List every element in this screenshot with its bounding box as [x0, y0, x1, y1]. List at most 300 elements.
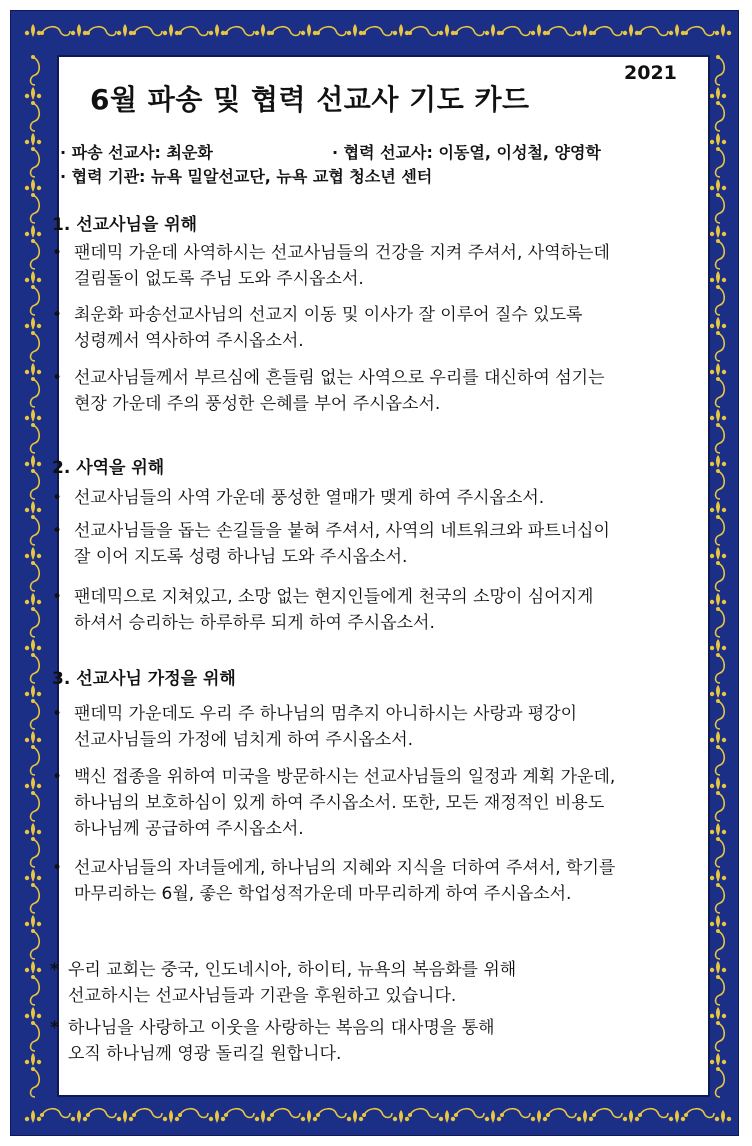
fleur-icon [31, 1110, 35, 1123]
scroll-ornament [716, 423, 720, 427]
fleur-icon [722, 140, 726, 144]
fleur-icon [31, 455, 35, 468]
fleur-icon [722, 1014, 726, 1018]
fleur-icon [25, 1060, 29, 1064]
fleur-icon [25, 508, 29, 512]
scroll-ornament [31, 1023, 40, 1051]
fleur-icon [25, 830, 29, 834]
fleur-icon [31, 685, 35, 698]
bullet-icon: • [52, 368, 63, 388]
fleur-icon [721, 24, 725, 37]
scroll-ornament [716, 239, 720, 243]
fleur-icon [37, 738, 41, 742]
scroll-ornament [31, 517, 40, 545]
scroll-ornament [31, 655, 40, 683]
scroll-ornament [502, 1109, 530, 1118]
scroll-ornament [716, 745, 720, 749]
scroll-ornament [226, 1109, 254, 1118]
fleur-icon [123, 24, 127, 37]
fleur-icon [669, 1117, 673, 1121]
scroll-ornament [454, 31, 458, 35]
bullet-icon: • [52, 767, 63, 787]
scroll-ornament [316, 1113, 320, 1117]
partner-missionary-info: · 협력 선교사: 이동열, 이성철, 양영학 [332, 143, 601, 162]
fleur-icon [722, 1060, 726, 1064]
scroll-ornament [716, 1069, 725, 1097]
scroll-ornament [31, 607, 35, 611]
fleur-icon [399, 24, 403, 37]
section-heading: 1. 선교사님을 위해 [52, 215, 198, 235]
scroll-ornament [716, 701, 725, 729]
fleur-icon [25, 462, 29, 466]
scroll-ornament [31, 563, 40, 591]
fleur-icon [25, 140, 29, 144]
scroll-ornament [31, 239, 35, 243]
fleur-icon [359, 1117, 363, 1121]
fleur-icon [722, 94, 726, 98]
fleur-icon [710, 738, 714, 742]
fleur-icon [716, 133, 720, 146]
fleur-icon [716, 225, 720, 238]
fleur-icon [722, 324, 726, 328]
fleur-icon [716, 547, 720, 560]
scroll-ornament [86, 1113, 90, 1117]
scroll-ornament [716, 515, 720, 519]
fleur-icon [722, 738, 726, 742]
fleur-icon [25, 922, 29, 926]
scroll-ornament [716, 885, 725, 913]
scroll-ornament [31, 101, 35, 105]
scroll-ornament [454, 1113, 458, 1117]
scroll-ornament [716, 333, 725, 361]
scroll-ornament [224, 31, 228, 35]
scroll-ornament [364, 27, 392, 36]
fleur-icon [169, 1110, 173, 1123]
fleur-icon [25, 600, 29, 604]
fleur-icon [25, 324, 29, 328]
scroll-ornament [592, 31, 596, 35]
scroll-ornament [272, 1109, 300, 1118]
fleur-icon [722, 922, 726, 926]
section-heading: 3. 선교사님 가정을 위해 [52, 669, 236, 689]
scroll-ornament [716, 149, 725, 177]
fleur-icon [37, 1060, 41, 1064]
scroll-ornament [716, 285, 720, 289]
fleur-icon [25, 1014, 29, 1018]
scroll-ornament [31, 331, 35, 335]
fleur-icon [681, 1117, 685, 1121]
fleur-icon [209, 31, 213, 35]
scroll-ornament [178, 1113, 182, 1117]
fleur-icon [439, 31, 443, 35]
scroll-ornament [31, 747, 40, 775]
fleur-icon [710, 1014, 714, 1018]
scroll-ornament [716, 287, 725, 315]
scroll-ornament [456, 27, 484, 36]
fleur-icon [722, 968, 726, 972]
fleur-icon [37, 370, 41, 374]
fleur-icon [710, 416, 714, 420]
scroll-ornament [132, 1113, 136, 1117]
fleur-icon [445, 1110, 449, 1123]
bullet-icon: • [52, 305, 63, 325]
scroll-ornament [31, 839, 40, 867]
fleur-icon [710, 876, 714, 880]
fleur-icon [267, 1117, 271, 1121]
scroll-ornament [31, 287, 40, 315]
prayer-item-text: 팬데믹 가운데도 우리 주 하나님의 멈추지 아니하시는 사랑과 평강이 선교사님들의 가정에 넘치게 하여 주시옵소서. [74, 704, 578, 750]
fleur-icon [37, 1014, 41, 1018]
scroll-ornament [42, 27, 70, 36]
fleur-icon [722, 186, 726, 190]
scroll-ornament [362, 31, 366, 35]
fleur-icon [716, 455, 720, 468]
scroll-ornament [716, 193, 720, 197]
scroll-ornament [716, 655, 725, 683]
fleur-icon [485, 31, 489, 35]
fleur-icon [163, 31, 167, 35]
fleur-icon [31, 501, 35, 514]
scroll-ornament [594, 1109, 622, 1118]
scroll-ornament [31, 379, 40, 407]
fleur-icon [37, 94, 41, 98]
fleur-icon [221, 1117, 225, 1121]
fleur-icon [583, 24, 587, 37]
fleur-icon [710, 922, 714, 926]
scroll-ornament [716, 1023, 725, 1051]
scroll-ornament [548, 27, 576, 36]
scroll-ornament [638, 31, 642, 35]
fleur-icon [710, 94, 714, 98]
partner-organization-info: · 협력 기관: 뉴욕 밀알선교단, 뉴욕 교협 청소년 센터 [60, 167, 433, 186]
scroll-ornament [716, 425, 725, 453]
scroll-ornament [31, 55, 35, 59]
fleur-icon [710, 554, 714, 558]
fleur-icon [716, 363, 720, 376]
fleur-icon [25, 416, 29, 420]
scroll-ornament [31, 609, 40, 637]
fleur-icon [405, 1117, 409, 1121]
scroll-ornament [31, 469, 35, 473]
fleur-icon [31, 179, 35, 192]
scroll-ornament [31, 653, 35, 657]
fleur-icon [77, 1110, 81, 1123]
fleur-icon [722, 784, 726, 788]
prayer-item-text: 팬데믹 가운데 사역하시는 선교사님들의 건강을 지켜 주셔서, 사역하는데 걸림돌이 없도록 주님 도와 주시옵소서. [74, 243, 610, 289]
fleur-icon [25, 278, 29, 282]
fleur-icon [25, 31, 29, 35]
fleur-icon [25, 646, 29, 650]
bullet-icon: • [52, 704, 63, 724]
scroll-ornament [716, 609, 725, 637]
fleur-icon [31, 363, 35, 376]
fleur-icon [175, 1117, 179, 1121]
fleur-icon [710, 462, 714, 466]
fleur-icon [716, 639, 720, 652]
fleur-icon [439, 1117, 443, 1121]
fleur-icon [716, 823, 720, 836]
fleur-icon [716, 869, 720, 882]
fleur-icon [543, 1117, 547, 1121]
fleur-icon [255, 1117, 259, 1121]
fleur-icon [25, 738, 29, 742]
fleur-icon [485, 1117, 489, 1121]
scroll-ornament [500, 31, 504, 35]
fleur-icon [31, 1007, 35, 1020]
scroll-ornament [716, 563, 725, 591]
prayer-item [52, 365, 692, 417]
fleur-icon [623, 31, 627, 35]
fleur-icon [347, 31, 351, 35]
scroll-ornament [31, 561, 35, 565]
fleur-icon [497, 1117, 501, 1121]
scroll-ornament [31, 515, 35, 519]
scroll-ornament [640, 27, 668, 36]
fleur-icon [722, 416, 726, 420]
fleur-icon [722, 830, 726, 834]
fleur-icon [710, 324, 714, 328]
scroll-ornament [31, 883, 35, 887]
scroll-ornament [716, 241, 725, 269]
scroll-ornament [31, 929, 35, 933]
fleur-icon [31, 1053, 35, 1066]
fleur-icon [83, 1117, 87, 1121]
fleur-icon [25, 1117, 29, 1121]
fleur-icon [710, 646, 714, 650]
scroll-ornament [180, 27, 208, 36]
fleur-icon [31, 271, 35, 284]
prayer-item-text: 최운화 파송선교사님의 선교지 이동 및 이사가 잘 이루어 질수 있도록 성령께서 역사하여 주시옵소서. [74, 305, 583, 351]
fleur-icon [25, 692, 29, 696]
prayer-item [52, 485, 692, 511]
scroll-ornament [31, 1067, 35, 1071]
fleur-icon [37, 922, 41, 926]
closing-note-text: 하나님을 사랑하고 이웃을 사랑하는 복음의 대사명을 통해 오직 하나님께 영광 돌리길 원합니다. [68, 1018, 495, 1064]
scroll-ornament [40, 1113, 44, 1117]
scroll-ornament [132, 31, 136, 35]
fleur-icon [629, 24, 633, 37]
fleur-icon [491, 24, 495, 37]
scroll-ornament [31, 149, 40, 177]
fleur-icon [491, 1110, 495, 1123]
fleur-icon [393, 31, 397, 35]
scroll-ornament [716, 747, 725, 775]
fleur-icon [313, 1117, 317, 1121]
scroll-ornament [716, 469, 720, 473]
fleur-icon [716, 179, 720, 192]
scroll-ornament [362, 1113, 366, 1117]
fleur-icon [123, 1110, 127, 1123]
fleur-icon [710, 692, 714, 696]
fleur-icon [451, 1117, 455, 1121]
fleur-icon [307, 24, 311, 37]
closing-note [50, 957, 690, 1009]
fleur-icon [31, 777, 35, 790]
scroll-ornament [31, 791, 35, 795]
prayer-item [52, 518, 692, 570]
bullet-icon: • [52, 243, 63, 263]
fleur-icon [37, 1117, 41, 1121]
scroll-ornament [594, 27, 622, 36]
scroll-ornament [316, 31, 320, 35]
fleur-icon [301, 31, 305, 35]
fleur-icon [31, 87, 35, 100]
fleur-icon [710, 968, 714, 972]
fleur-icon [716, 961, 720, 974]
scroll-ornament [500, 1113, 504, 1117]
fleur-icon [37, 646, 41, 650]
closing-note-text: 우리 교회는 중국, 인도네시아, 하이티, 뉴욕의 복음화를 위해 선교하시는 선교사님들과 기관을 후원하고 있습니다. [68, 960, 517, 1006]
fleur-icon [37, 554, 41, 558]
fleur-icon [37, 278, 41, 282]
fleur-icon [37, 186, 41, 190]
fleur-icon [209, 1117, 213, 1121]
fleur-icon [722, 232, 726, 236]
prayer-item-text: 선교사님들께서 부르심에 흔들림 없는 사역으로 우리를 대신하여 섬기는 현장 가운데 주의 풍성한 은혜를 부어 주시옵소서. [74, 368, 605, 414]
fleur-icon [37, 324, 41, 328]
fleur-icon [31, 961, 35, 974]
scroll-ornament [592, 1113, 596, 1117]
fleur-icon [31, 823, 35, 836]
fleur-icon [716, 317, 720, 330]
fleur-icon [531, 1117, 535, 1121]
fleur-icon [716, 501, 720, 514]
fleur-icon [37, 784, 41, 788]
scroll-ornament [716, 103, 725, 131]
fleur-icon [537, 1110, 541, 1123]
fleur-icon [31, 225, 35, 238]
bullet-icon: • [52, 587, 63, 607]
scroll-ornament [31, 57, 40, 85]
scroll-ornament [224, 1113, 228, 1117]
scroll-ornament [180, 1109, 208, 1118]
scroll-ornament [716, 55, 720, 59]
fleur-icon [169, 24, 173, 37]
bullet-icon: • [52, 488, 63, 508]
fleur-icon [25, 186, 29, 190]
year-label: 2021 [624, 62, 677, 84]
fleur-icon [307, 1110, 311, 1123]
fleur-icon [301, 1117, 305, 1121]
scroll-ornament [31, 885, 40, 913]
fleur-icon [71, 1117, 75, 1121]
prayer-item-text: 선교사님들을 돕는 손길들을 붙혀 주셔서, 사역의 네트워크와 파트너십이 잘 이어 지도록 성령 하나님 도와 주시옵소서. [74, 521, 610, 567]
prayer-item [52, 302, 692, 354]
scroll-ornament [684, 1113, 688, 1117]
scroll-ornament [716, 931, 725, 959]
fleur-icon [31, 915, 35, 928]
scroll-ornament [716, 793, 725, 821]
fleur-icon [215, 1110, 219, 1123]
scroll-ornament [31, 1021, 35, 1025]
fleur-icon [37, 968, 41, 972]
scroll-ornament [410, 1109, 438, 1118]
fleur-icon [675, 1110, 679, 1123]
bullet-icon: • [52, 521, 63, 541]
fleur-icon [37, 600, 41, 604]
scroll-ornament [408, 31, 412, 35]
fleur-icon [445, 24, 449, 37]
fleur-icon [629, 1110, 633, 1123]
scroll-ornament [716, 929, 720, 933]
scroll-ornament [318, 1109, 346, 1118]
scroll-ornament [40, 31, 44, 35]
fleur-icon [37, 140, 41, 144]
scroll-ornament [546, 1113, 550, 1117]
fleur-icon [722, 646, 726, 650]
fleur-icon [71, 31, 75, 35]
fleur-icon [722, 554, 726, 558]
fleur-icon [25, 94, 29, 98]
page-title: 6월 파송 및 협력 선교사 기도 카드 [90, 83, 530, 116]
scroll-ornament [684, 31, 688, 35]
fleur-icon [37, 508, 41, 512]
fleur-icon [399, 1110, 403, 1123]
scroll-ornament [31, 285, 35, 289]
fleur-icon [577, 31, 581, 35]
section-heading: 2. 사역을 위해 [52, 458, 165, 478]
fleur-icon [117, 1117, 121, 1121]
fleur-icon [25, 876, 29, 880]
scroll-ornament [716, 101, 720, 105]
fleur-icon [623, 1117, 627, 1121]
fleur-icon [353, 1110, 357, 1123]
fleur-icon [716, 777, 720, 790]
scroll-ornament [31, 793, 40, 821]
scroll-ornament [31, 147, 35, 151]
fleur-icon [722, 370, 726, 374]
scroll-ornament [31, 195, 40, 223]
prayer-item [52, 855, 692, 907]
fleur-icon [710, 370, 714, 374]
scroll-ornament [178, 31, 182, 35]
scroll-ornament [408, 1113, 412, 1117]
scroll-ornament [716, 653, 720, 657]
fleur-icon [37, 462, 41, 466]
prayer-item-text: 선교사님들의 사역 가운데 풍성한 열매가 맺게 하여 주시옵소서. [74, 488, 545, 508]
fleur-icon [716, 593, 720, 606]
scroll-ornament [716, 883, 720, 887]
asterisk-icon: * [50, 960, 59, 980]
scroll-ornament [134, 27, 162, 36]
scroll-ornament [686, 27, 714, 36]
scroll-ornament [88, 27, 116, 36]
scroll-ornament [31, 333, 40, 361]
fleur-icon [722, 278, 726, 282]
fleur-icon [25, 554, 29, 558]
scroll-ornament [716, 977, 725, 1005]
scroll-ornament [716, 377, 720, 381]
scroll-ornament [31, 699, 35, 703]
prayer-item-text: 백신 접종을 위하여 미국을 방문하시는 선교사님들의 일정과 계획 가운데, 하나님의 보호하심이 있게 하여 주시옵소서. 또한, 모든 재정적인 비용도 하나님께 공급하여 주시옵소서. [74, 767, 616, 839]
scroll-ornament [716, 471, 725, 499]
sent-missionary-info: · 파송 선교사: 최운화 [60, 143, 213, 162]
fleur-icon [710, 600, 714, 604]
fleur-icon [583, 1110, 587, 1123]
scroll-ornament [272, 27, 300, 36]
fleur-icon [261, 24, 265, 37]
fleur-icon [715, 1117, 719, 1121]
fleur-icon [721, 1110, 725, 1123]
scroll-ornament [716, 147, 720, 151]
fleur-icon [215, 24, 219, 37]
scroll-ornament [31, 193, 35, 197]
fleur-icon [129, 1117, 133, 1121]
scroll-ornament [716, 1067, 720, 1071]
asterisk-icon: * [50, 1018, 59, 1038]
scroll-ornament [31, 977, 40, 1005]
prayer-item-text: 팬데믹으로 지쳐있고, 소망 없는 현지인들에게 천국의 소망이 심어지게 하셔서 승리하는 하루하루 되게 하여 주시옵소서. [74, 587, 594, 633]
